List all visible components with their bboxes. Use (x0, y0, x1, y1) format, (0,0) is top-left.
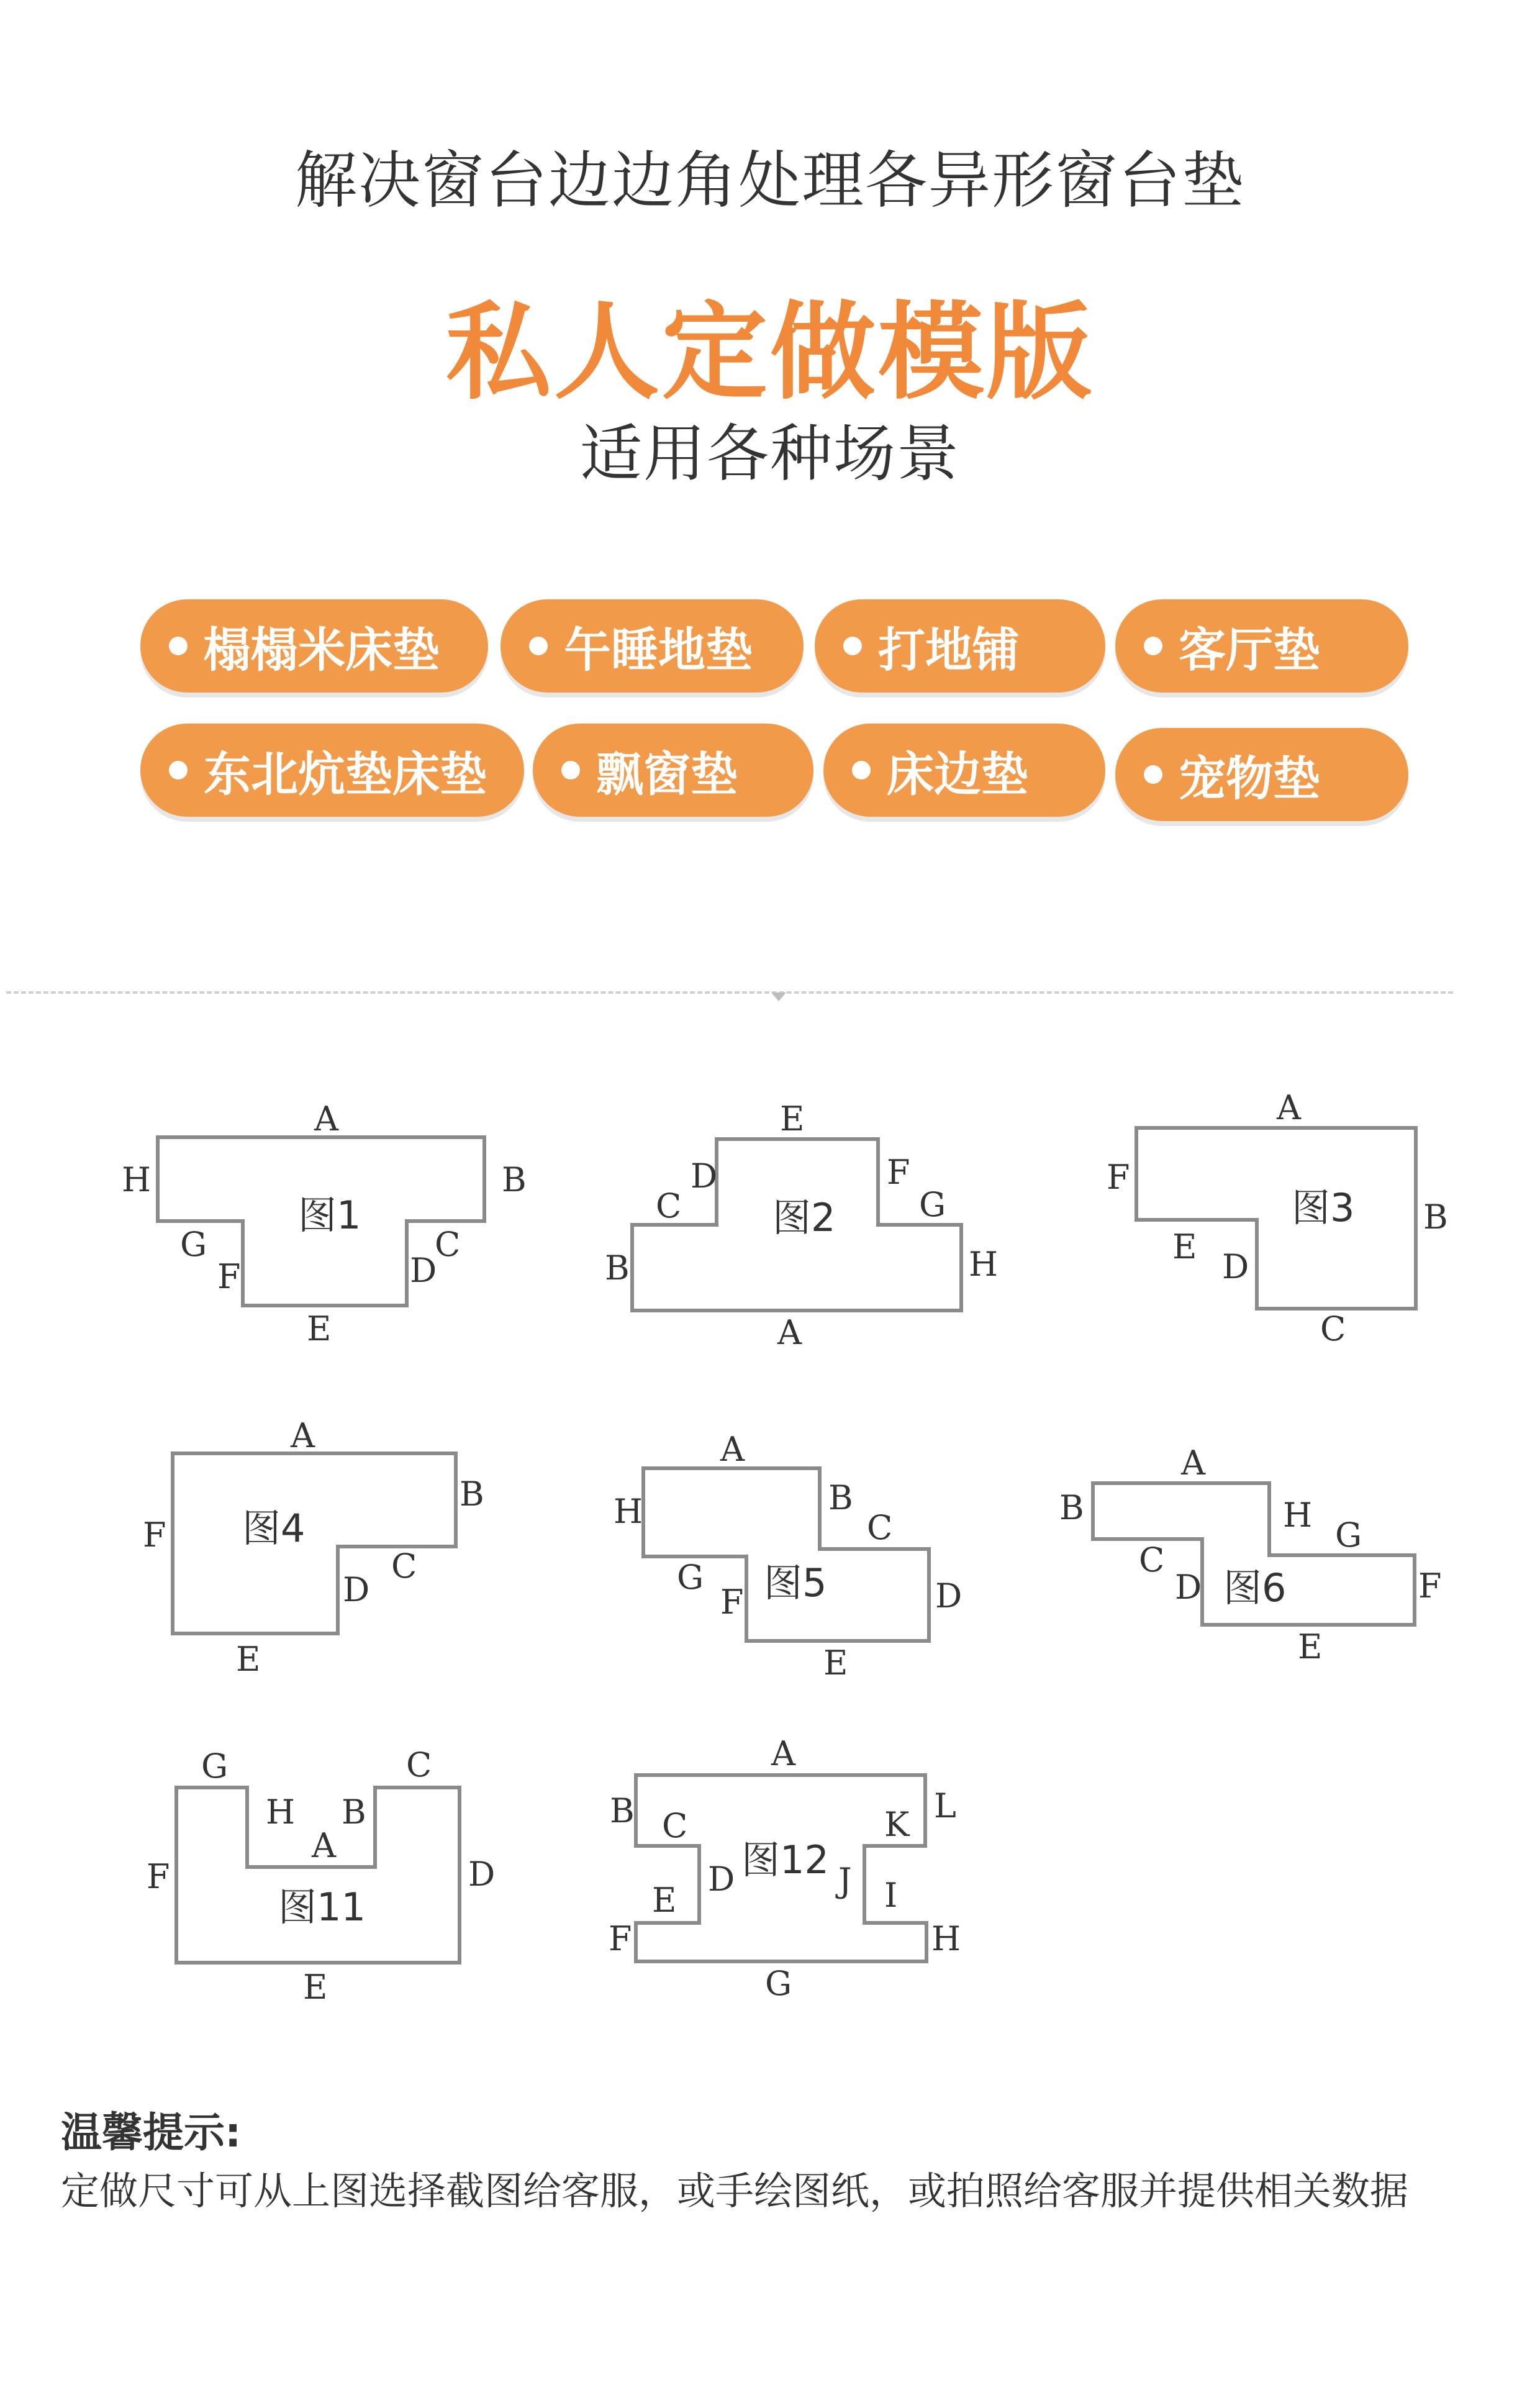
edge-label-b: B (342, 1792, 366, 1832)
template-figure-3 (1107, 1088, 1448, 1348)
edge-label-d: D (343, 1570, 370, 1609)
edge-label-a: A (312, 1826, 336, 1865)
tip-title: 温馨提示: (61, 2109, 242, 2156)
template-figure-2 (605, 1099, 998, 1352)
edge-label-c: C (867, 1508, 893, 1547)
edge-label-f: F (1107, 1158, 1130, 1197)
edge-label-d: D (708, 1860, 735, 1899)
figure-5-caption: 图5 (764, 1560, 827, 1606)
template-figure-12 (609, 1734, 961, 2003)
edge-label-e: E (303, 1968, 328, 2007)
tip-text: 定做尺寸可从上图选择截图给客服，或手绘图纸，或拍照给客服并提供相关数据 (61, 2168, 1409, 2214)
template-figure-5 (614, 1430, 962, 1683)
edge-label-e: E (307, 1309, 332, 1348)
edge-label-e: E (236, 1640, 261, 1679)
edge-label-a: A (1277, 1088, 1301, 1127)
edge-label-b: B (605, 1248, 630, 1288)
edge-label-h: H (122, 1160, 152, 1199)
edge-label-a: A (771, 1734, 795, 1773)
edge-label-h: H (931, 1919, 961, 1958)
edge-label-c: C (391, 1547, 417, 1586)
edge-label-h: H (1283, 1496, 1313, 1535)
edge-label-e: E (1172, 1227, 1197, 1266)
edge-label-a: A (291, 1416, 315, 1455)
edge-label-b: B (460, 1474, 484, 1514)
edge-label-c: C (435, 1225, 461, 1264)
edge-label-d: D (935, 1576, 962, 1615)
edge-label-h: H (614, 1492, 643, 1531)
edge-label-c: C (1320, 1309, 1346, 1348)
figure-4-caption: 图4 (242, 1506, 306, 1551)
main-title: 私人定做模版 (445, 291, 1094, 414)
figure-11-outline (176, 1788, 460, 1963)
figure-6-caption: 图6 (1223, 1565, 1287, 1610)
edge-label-b: B (502, 1160, 527, 1199)
edge-label-k: K (884, 1805, 910, 1844)
figure-12-caption: 图12 (741, 1837, 829, 1883)
edge-label-c: C (656, 1186, 682, 1225)
edge-label-f: F (147, 1857, 170, 1896)
edge-label-g: G (1335, 1515, 1362, 1555)
tag-label: 客厅垫 (1179, 622, 1320, 678)
edge-label-b: B (828, 1478, 853, 1517)
edge-label-d: D (410, 1251, 437, 1290)
figure-5-outline (643, 1468, 929, 1641)
edge-label-a: A (314, 1099, 338, 1138)
edge-label-b: B (1059, 1488, 1084, 1527)
tag-label: 东北炕垫床垫 (204, 746, 487, 802)
subtitle: 解决窗台边边角处理各异形窗台垫 (295, 144, 1245, 217)
tag-label: 床边垫 (887, 746, 1028, 802)
tag-label: 打地铺 (878, 622, 1020, 678)
edge-label-h: H (266, 1792, 296, 1832)
figure-3-outline (1136, 1128, 1416, 1309)
edge-label-i: I (884, 1876, 898, 1915)
figure-11-caption: 图11 (278, 1884, 366, 1930)
edge-label-f: F (143, 1515, 166, 1555)
edge-label-d: D (1175, 1568, 1202, 1607)
edge-label-f: F (887, 1153, 910, 1192)
edge-label-b: B (1423, 1197, 1448, 1237)
edge-label-f: F (720, 1583, 744, 1622)
edge-label-f: F (609, 1919, 632, 1958)
edge-label-c: C (662, 1806, 688, 1845)
edge-label-g: G (201, 1747, 229, 1786)
tag-label: 飘窗垫 (596, 746, 738, 802)
figure-1-caption: 图1 (298, 1192, 361, 1238)
edge-label-e: E (1298, 1627, 1323, 1666)
edge-label-d: D (691, 1156, 718, 1196)
edge-label-e: E (823, 1643, 848, 1683)
edge-label-a: A (1181, 1443, 1205, 1483)
edge-label-g: G (765, 1964, 792, 2003)
edge-label-h: H (969, 1245, 999, 1284)
edge-label-a: A (777, 1313, 802, 1352)
edge-label-b: B (610, 1791, 635, 1830)
figure-3-caption: 图3 (1292, 1185, 1355, 1230)
edge-label-a: A (720, 1430, 745, 1469)
template-figure-4 (143, 1416, 484, 1679)
edge-label-g: G (677, 1558, 704, 1597)
template-figure-6 (1059, 1443, 1441, 1666)
edge-label-c: C (1139, 1540, 1165, 1579)
template-figure-11 (147, 1745, 495, 2007)
figure-4-outline (173, 1453, 456, 1633)
edge-label-e: E (652, 1881, 677, 1920)
edge-label-g: G (180, 1225, 207, 1264)
edge-label-d: D (1222, 1247, 1249, 1286)
tag-label: 午睡地垫 (564, 622, 753, 678)
edge-label-g: G (919, 1185, 946, 1224)
scene-caption: 适用各种场景 (580, 417, 960, 490)
edge-label-f: F (217, 1257, 241, 1296)
edge-label-c: C (406, 1745, 432, 1784)
tag-label: 宠物垫 (1179, 750, 1320, 806)
template-figure-1 (122, 1099, 527, 1348)
edge-label-e: E (780, 1099, 805, 1138)
edge-label-j: J (838, 1861, 852, 1900)
edge-label-l: L (934, 1786, 956, 1825)
figure-2-caption: 图2 (772, 1195, 836, 1240)
tag-label: 榻榻米床垫 (204, 622, 440, 678)
edge-label-f: F (1418, 1566, 1442, 1606)
edge-label-d: D (468, 1855, 496, 1894)
